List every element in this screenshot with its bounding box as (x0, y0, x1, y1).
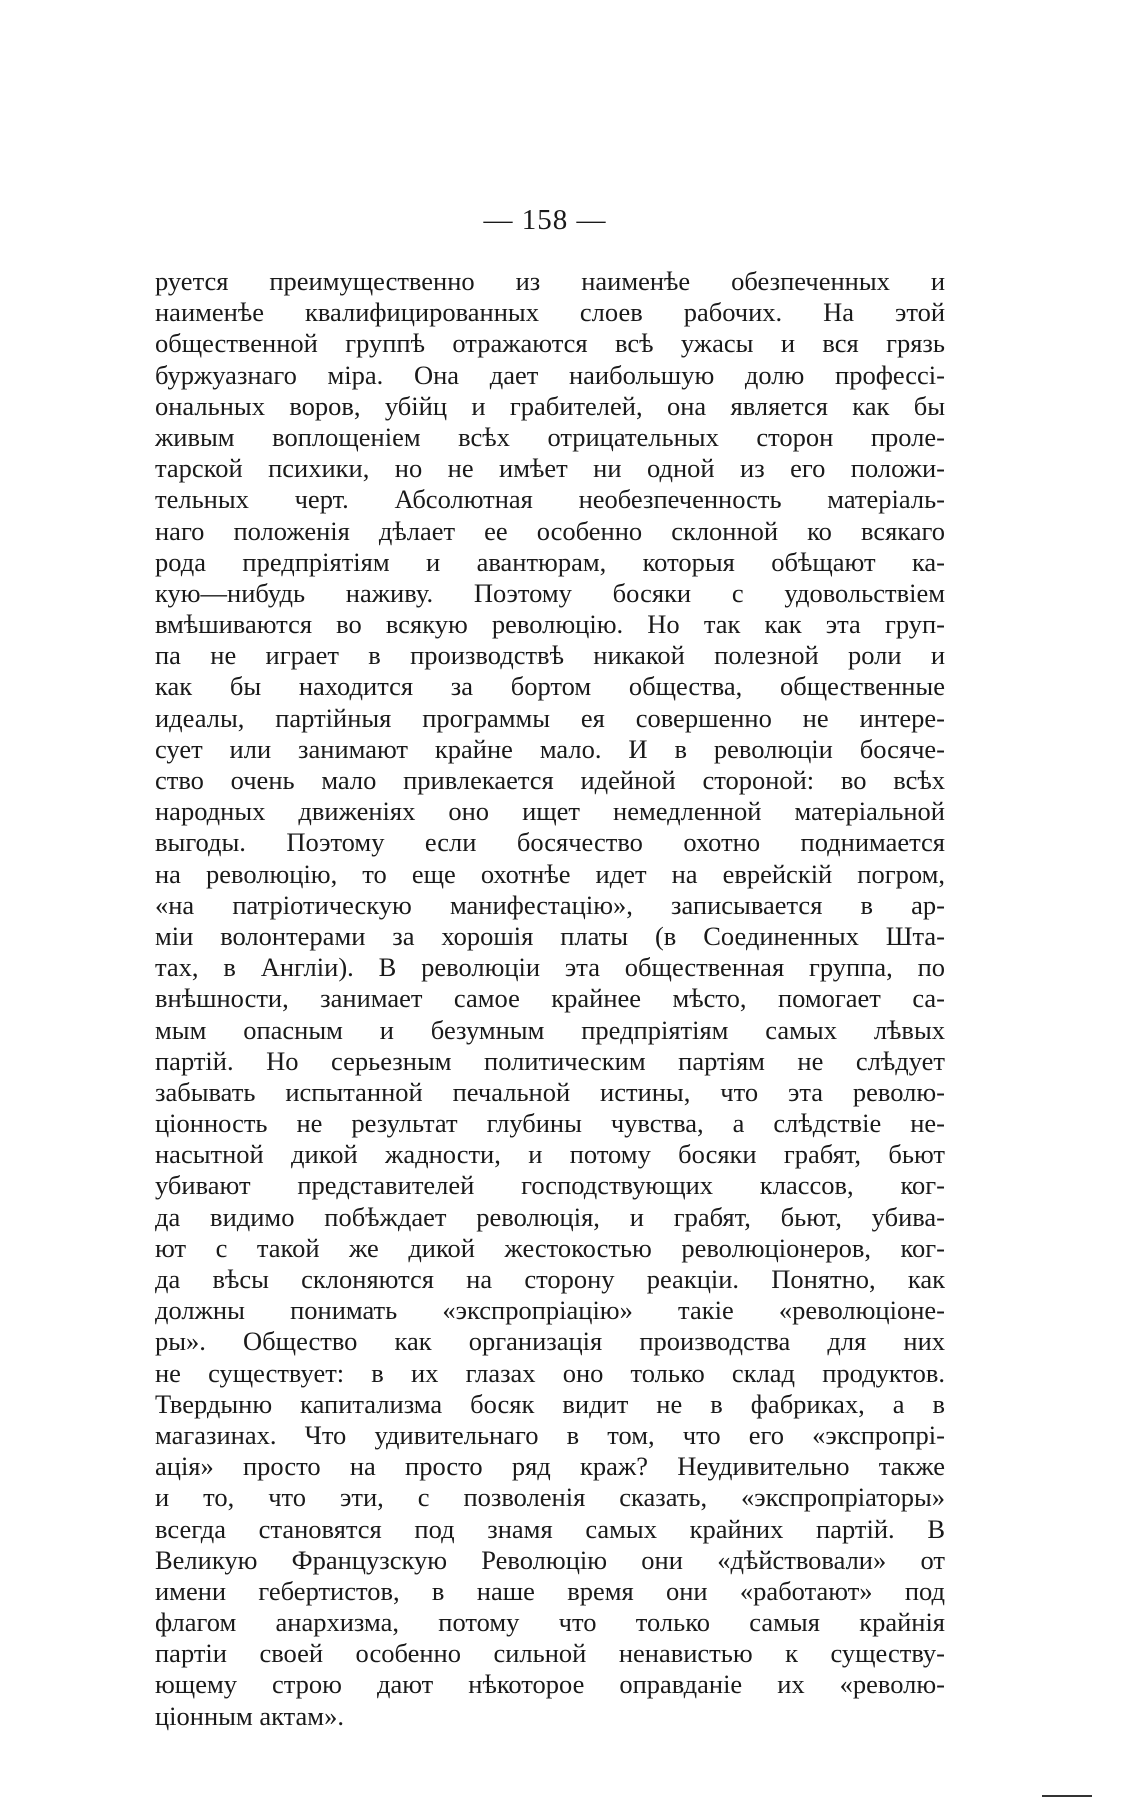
text-line: ство очень мало привлекается идейной стороной: во всѣх (155, 765, 945, 795)
text-line: мым опасным и безумным предпріятіям самых лѣвых (155, 1014, 945, 1045)
text-line: ры». Общество как организація производства для них (155, 1326, 945, 1357)
text-line: насытной дикой жадности, и потому босяки грабят, бьют (155, 1139, 945, 1170)
text-line: внѣшности, занимает самое крайнее мѣсто, помогает са- (155, 983, 945, 1014)
text-line: народных движеніях оно ищет немедленной матеріальной (155, 796, 945, 827)
text-line: партій. Но серьезным политическим партіям не слѣдует (155, 1045, 945, 1076)
text-line: руется преимущественно из наименѣе обезпеченных и (155, 266, 945, 296)
text-line: ют с такой же дикой жестокостью революціонеров, ког- (155, 1232, 945, 1263)
text-line: «на патріотическую манифестацію», записывается в ар- (155, 889, 945, 920)
text-line: живым воплощеніем всѣх отрицательных сторон проле- (155, 421, 945, 452)
text-line: наименѣе квалифицированных слоев рабочих. На этой (155, 297, 945, 328)
text-line: должны понимать «экспропріацію» такіе «революціоне- (155, 1295, 945, 1326)
text-line: ціонным актам». (155, 1700, 344, 1731)
text-line: ющему строю дают нѣкоторое оправданіе их «револю- (155, 1669, 945, 1700)
text-line: ціонность не результат глубины чувства, а слѣдствіе не- (155, 1108, 945, 1139)
text-line: кую—нибудь наживу. Поэтому босяки с удовольствіем (155, 577, 945, 608)
text-line: убивают представителей господствующих классов, ког- (155, 1170, 945, 1201)
text-line: сует или занимают крайне мало. И в революціи босяче- (155, 733, 945, 764)
text-line: Великую Французскую Революцію они «дѣйствовали» от (155, 1544, 945, 1575)
text-line: міи волонтерами за хорошія платы (в Соединенных Шта- (155, 920, 945, 951)
text-line: рода предпріятіям и авантюрам, которыя обѣщают ка- (155, 546, 945, 577)
text-line: на революцію, то еще охотнѣе идет на еврейскій погром, (155, 858, 945, 889)
text-line: тарской психики, но не имѣет ни одной из его положи- (155, 453, 945, 484)
text-line: всегда становятся под знамя самых крайних партій. В (155, 1513, 945, 1544)
text-line: тельных черт. Абсолютная необезпеченность матеріаль- (155, 484, 945, 515)
text-line: забывать испытанной печальной истины, что эта револю- (155, 1076, 945, 1107)
corner-rule (1042, 1795, 1092, 1797)
body-text (155, 266, 945, 1732)
text-line: Твердыню капитализма босяк видит не в фабриках, а в (155, 1388, 945, 1419)
text-line: па не играет в производствѣ никакой полезной роли и (155, 640, 945, 671)
page-number: — 158 — (483, 204, 607, 236)
text-line: тах, в Англіи). В революціи эта общественная группа, по (155, 952, 945, 983)
text-line: партіи своей особенно сильной ненавистью к существу- (155, 1638, 945, 1669)
text-line: ональных воров, убійц и грабителей, она является как бы (155, 390, 945, 421)
text-line: да вѣсы склоняются на сторону реакціи. Понятно, как (155, 1264, 945, 1294)
text-line: магазинах. Что удивительнаго в том, что его «экспропрі- (155, 1419, 945, 1450)
text-line: наго положенія дѣлает ее особенно склонной ко всякаго (155, 515, 945, 546)
text-line: общественной группѣ отражаются всѣ ужасы и вся грязь (155, 328, 945, 359)
text-line: буржуазнаго міра. Она дает наибольшую долю профессі- (155, 359, 945, 390)
text-line: выгоды. Поэтому если босячество охотно поднимается (155, 827, 945, 858)
text-line: идеалы, партійныя программы ея совершенно не интере- (155, 702, 945, 733)
text-line: как бы находится за бортом общества, общественные (155, 671, 945, 702)
text-line: флагом анархизма, потому что только самыя крайнія (155, 1607, 945, 1638)
text-line: не существует: в их глазах оно только склад продуктов. (155, 1357, 945, 1388)
text-line: ація» просто на просто ряд краж? Неудивительно также (155, 1451, 945, 1482)
text-line: вмѣшиваются во всякую революцію. Но так как эта груп- (155, 609, 945, 640)
text-line: имени гебертистов, в наше время они «работают» под (155, 1575, 945, 1606)
text-line: да видимо побѣждает революція, и грабят, бьют, убива- (155, 1201, 945, 1232)
text-line: и то, что эти, с позволенія сказать, «экспропріаторы» (155, 1482, 945, 1513)
